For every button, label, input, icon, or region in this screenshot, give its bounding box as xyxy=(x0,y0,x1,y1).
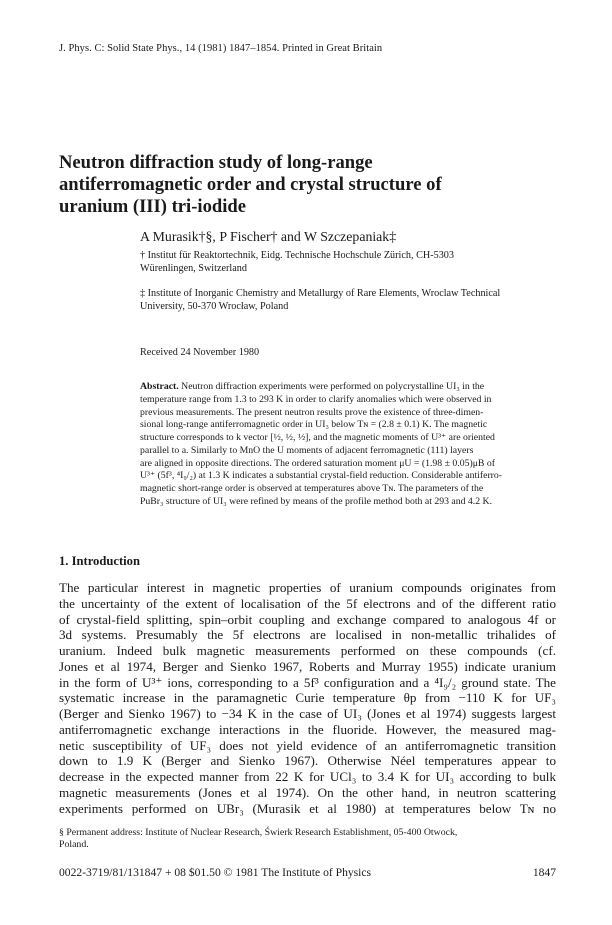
abstract-line: structure corresponds to k vector [½, ½, ½], and the magnetic moments of U³⁺ are oriented xyxy=(140,432,495,443)
affiliation-line: University, 50-370 Wrocław, Poland xyxy=(140,300,289,312)
footnote-line: Poland. xyxy=(59,839,89,851)
body-line: The particular interest in magnetic properties of uranium compounds originates from xyxy=(59,580,556,595)
body-line: experiments performed on UBr₃ (Murasik et al 1980) at temperatures below Tɴ no xyxy=(59,800,556,816)
abstract xyxy=(140,381,556,509)
abstract-line: U³⁺ (5f³, ⁴I₉/₂) at 1.3 K indicates a substantial crystal-field reduction. Considerable antiferro- xyxy=(140,470,503,482)
author-list: A Murasik†§, P Fischer† and W Szczepaniak‡ xyxy=(140,229,397,244)
body-line: systematic increase in the paramagnetic Curie temperature θp from −110 K for UF₃ xyxy=(59,690,556,706)
body-line: decrease in the expected manner from 22 K for UCl₃ to 3.4 K for UI₃ according to bulk xyxy=(59,769,556,784)
abstract-line: Abstract. Neutron diffraction experiments were performed on polycrystalline UI₃ in the xyxy=(140,381,485,392)
body-line: in the form of U³⁺ ions, corresponding to a 5f³ configuration and a ⁴I₉/₂ ground state. The xyxy=(59,674,556,690)
body-line: 3d systems. Presumably the 5f electrons are localised in non-metallic trihalides of xyxy=(59,627,556,643)
affiliation-line: ‡ Institute of Inorganic Chemistry and Metallurgy of Rare Elements, Wroclaw Technical xyxy=(140,288,501,299)
publication-code: 0022-3719/81/131847 + 08 $01.50 © 1981 The Institute of Physics xyxy=(59,866,372,879)
title-line: antiferromagnetic order and crystal structure of xyxy=(59,174,442,195)
received-date: Received 24 November 1980 xyxy=(140,347,260,358)
body-line: Jones et al 1974, Berger and Sienko 1967, Roberts and Murray 1955) indicate uranium xyxy=(59,658,556,674)
body-line: magnetic measurements (Jones et al 1974). On the other hand, in neutron scattering xyxy=(59,784,556,800)
abstract-line: PuBr₃ structure of UI₃ were refined by means of the profile method both at 293 and 4.2 K. xyxy=(140,495,493,507)
journal-reference: J. Phys. C: Solid State Phys., 14 (1981) 1847–1854. Printed in Great Britain xyxy=(59,43,383,54)
body-line: (Berger and Sienko 1967) to −34 K in the case of UI₃ (Jones et al 1974) suggests largest xyxy=(59,706,556,721)
title-line: Neutron diffraction study of long-range xyxy=(59,152,373,173)
abstract-line: are aligned in opposite directions. The ordered saturation moment μU = (1.98 ± 0.05)μB of xyxy=(140,457,495,469)
affiliation-line: † Institut für Reaktortechnik, Eidg. Technische Hochschule Zürich, CH-5303 xyxy=(140,250,454,261)
abstract-line: magnetic short-range order is observed at temperatures above Tɴ. The parameters of the xyxy=(140,483,484,494)
affiliation-line: Würenlingen, Switzerland xyxy=(140,262,247,274)
body-line: of crystal-field splitting, spin–orbit coupling and exchange compared to analogous 4f or xyxy=(59,611,556,627)
body-line: netic susceptibility of UF₃ does not yield evidence of an antiferromagnetic transition xyxy=(59,737,556,753)
article-title xyxy=(59,152,559,218)
abstract-line: previous measurements. The present neutron results prove the existence of three-dimen- xyxy=(140,406,484,418)
footnote-line: § Permanent address: Institute of Nuclear Research, Świerk Research Establishment, 05-400 Otwock, xyxy=(59,827,458,838)
page-footer xyxy=(59,866,556,879)
affiliation-eth-zurich xyxy=(140,250,570,275)
abstract-line: parallel to a. Similarly to MnO the U moments of adjacent ferromagnetic (111) layers xyxy=(140,444,474,456)
introduction-body xyxy=(59,580,556,816)
body-line: antiferromagnetic exchange interactions in the fluoride. However, the measured mag- xyxy=(59,721,556,737)
section-heading-introduction: 1. Introduction xyxy=(59,554,140,568)
abstract-line: temperature range from 1.3 to 293 K in order to clarify anomalies which were observed in xyxy=(140,393,492,405)
body-line: uranium. Indeed bulk magnetic measurements performed on these compounds (cf. xyxy=(59,643,556,658)
abstract-label: Abstract. xyxy=(140,381,179,392)
body-line: down to 1.9 K (Berger and Sienko 1967). Otherwise Néel temperatures appear to xyxy=(59,753,556,769)
abstract-line: sional long-range antiferromagnetic order in UI₃ below Tɴ = (2.8 ± 0.1) K. The magnetic xyxy=(140,419,488,431)
body-line: the uncertainty of the extent of localisation of the 5f electrons and of the different ratio xyxy=(59,595,556,611)
page-number: 1847 xyxy=(532,866,556,879)
affiliation-wroclaw xyxy=(140,288,570,313)
title-line: uranium (III) tri-iodide xyxy=(59,196,246,217)
footnote-permanent-address xyxy=(59,827,556,851)
